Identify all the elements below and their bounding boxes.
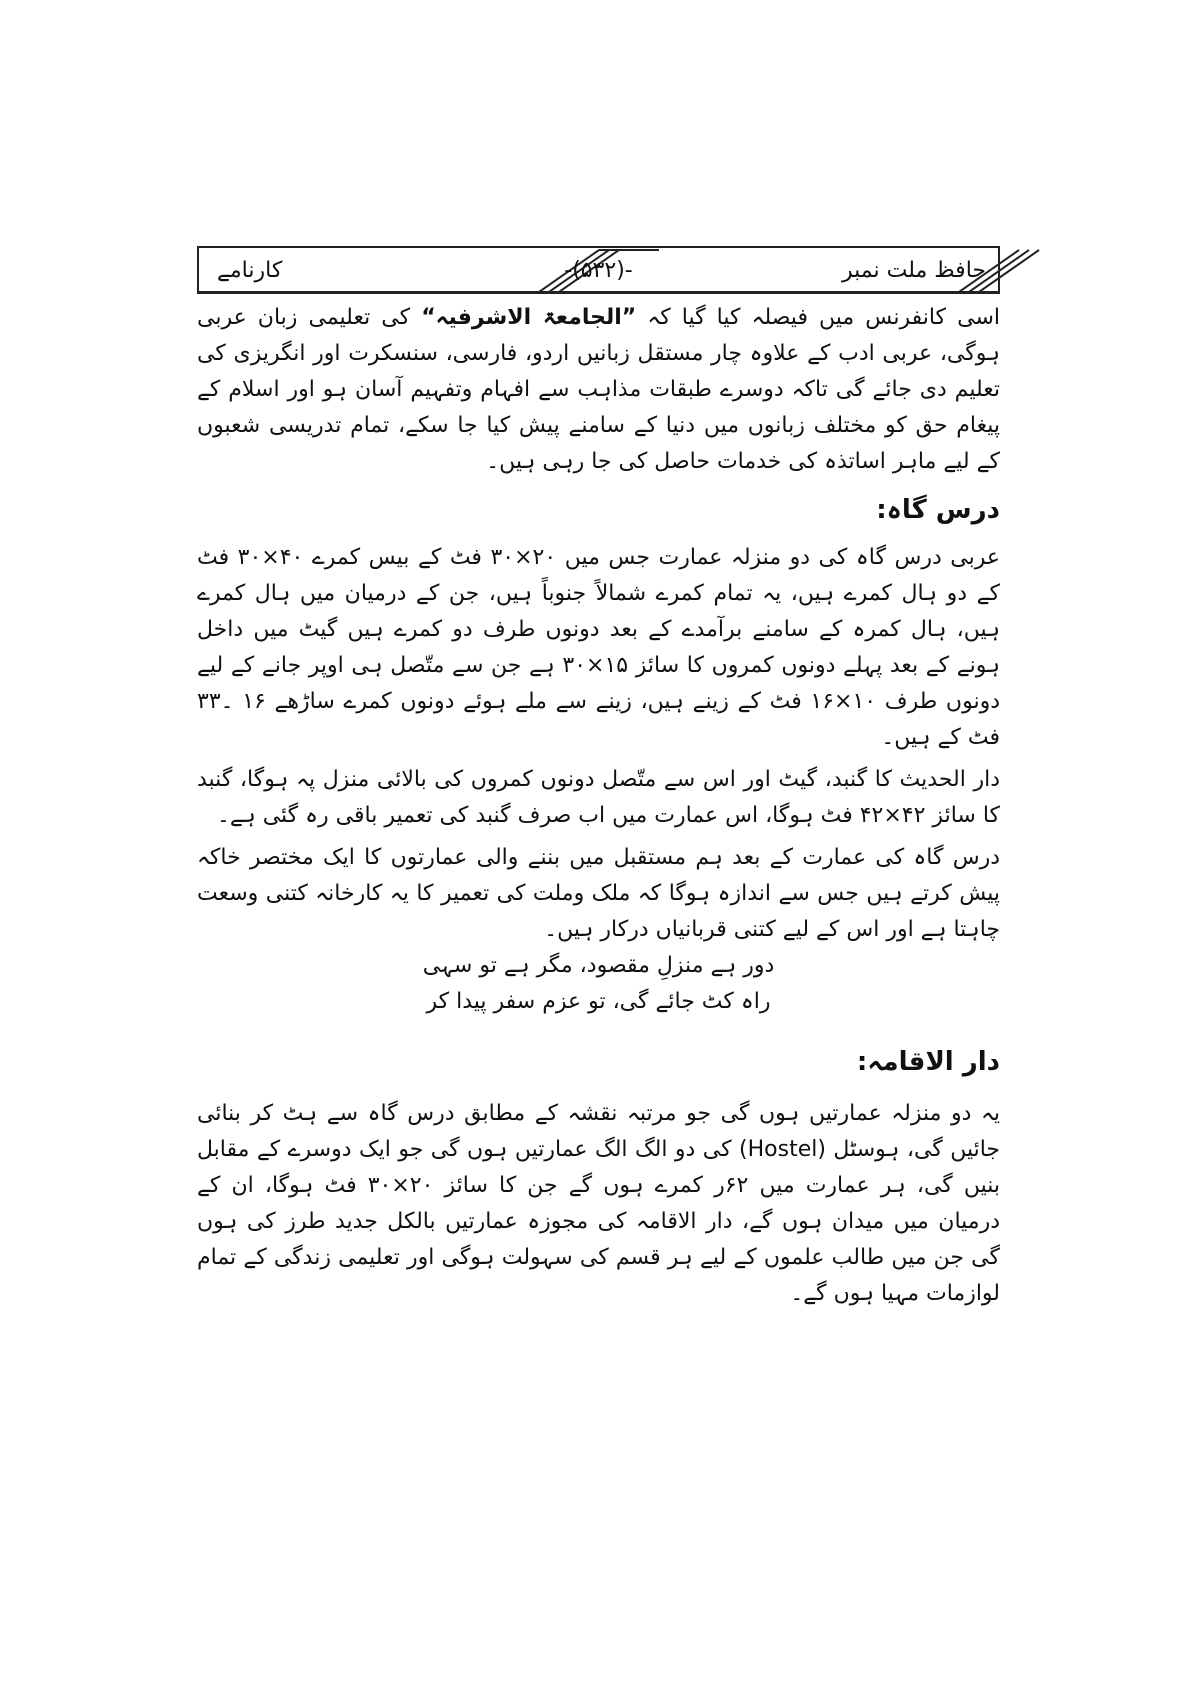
dars-gah-paragraph-2: دار الحدیث کا گنبد، گیٹ اور اس سے متّصل دونوں کمروں کی بالائی منزل پہ ہوگا، گنبد کا سائز ۴۲×۴۲ فٹ ہوگا، اس عمارت میں اب صرف گنبد کی تعمیر باقی رہ گئی ہے۔ [197, 767, 1000, 828]
journal-title: حافظ ملت نمبر [842, 258, 986, 283]
verse-line-1: دور ہے منزلِ مقصود، مگر ہے تو سہی [422, 953, 775, 978]
heading-dar-ul-iqama: دار الاقامہ: [856, 1047, 1000, 1077]
page-body [197, 300, 1000, 1312]
dars-gah-paragraph-1: عربی درس گاہ کی دو منزلہ عمارت جس میں ۲۰×۳۰ فٹ کے بیس کمرے ۴۰×۳۰ فٹ کے دو ہال کمرے ہیں، یہ تمام کمرے شمالاً جنوباً ہیں، جن کے درمیان میں ہال کمرے ہیں، ہال کمرہ کے سامنے برآمدے کے بعد دونوں طرف دو کمرے ہیں گیٹ میں داخل ہونے کے بعد پہلے دونوں کمروں کا سائز ۱۵×۳۰ ہے جن سے متّصل ہی اوپر جانے کے لیے دونوں طرف ۱۰×۱۶ فٹ کے زینے ہیں، زینے سے ملے ہوئے دونوں کمرے ساڑھے ۱۶ ۔۳۳ فٹ کے ہیں۔ [197, 545, 1000, 750]
intro-after: کی تعلیمی زبان عربی ہوگی، عربی ادب کے علاوہ چار مستقل زبانیں اردو، فارسی، سنسکرت اور انگریزی کی تعلیم دی جائے گی تاکہ دوسرے طبقات مذاہب سے افہام وتفہیم آسان ہو اور اسلام کے پیغام حق کو مختلف زبانوں میں دنیا کے سامنے پیش کیا جا سکے، تمام تدریسی شعبوں کے لیے ماہر اساتذہ کی خدمات حاصل کی جا رہی ہیں۔ [197, 305, 1000, 474]
institution-name: ”الجامعۃ الاشرفیہ“ [421, 305, 637, 330]
heading-dars-gah: درس گاہ: [876, 495, 1000, 525]
dars-gah-paragraph-3: درس گاہ کی عمارت کے بعد ہم مستقبل میں بننے والی عمارتوں کا ایک مختصر خاکہ پیش کرتے ہیں جس سے اندازہ ہوگا کہ ملک وملت کی تعمیر کا یہ کارخانہ کتنی وسعت چاہتا ہے اور اس کے لیے کتنی قربانیاں درکار ہیں۔ [197, 845, 1000, 942]
section-title: کارنامے [217, 258, 283, 283]
intro-before: اسی کانفرنس میں فیصلہ کیا گیا کہ [636, 305, 1000, 330]
dar-ul-iqama-paragraph: یہ دو منزلہ عمارتیں ہوں گی جو مرتبہ نقشہ کے مطابق درس گاہ سے ہٹ کر بنائی جائیں گی، ہوسٹل (Hostel) کی دو الگ الگ عمارتیں ہوں گی جو ایک دوسرے کے مقابل بنیں گی، ہر عمارت میں ۶۲ر کمرے ہوں گے جن کا سائز ۲۰×۳۰ فٹ ہوگا، ان کے درمیان میں میدان ہوں گے، دار الاقامہ کی مجوزہ عمارتیں بالکل جدید طرز کی ہوں گی جن میں طالب علموں کے لیے ہر قسم کی سہولت ہوگی اور تعلیمی زندگی کے تمام لوازمات مہیا ہوں گے۔ [197, 1101, 1001, 1306]
page-header [197, 246, 1000, 294]
verse-line-2: راہ کٹ جائے گی، تو عزم سفر پیدا کر [426, 989, 771, 1014]
page-number: -(۵۳۲)- [564, 258, 633, 283]
intro-paragraph [197, 300, 1000, 480]
